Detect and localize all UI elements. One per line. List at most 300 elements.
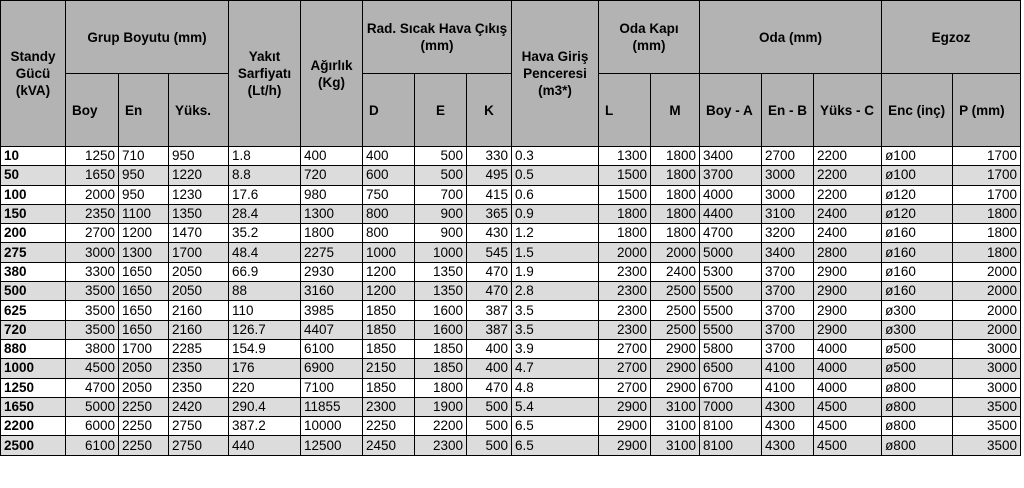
table-cell: 2900	[599, 436, 651, 455]
table-cell: 3000	[953, 378, 1021, 397]
table-cell: 2700	[762, 147, 814, 166]
table-cell: 1200	[363, 262, 415, 281]
table-cell: 0.5	[512, 166, 599, 185]
table-cell: 500	[467, 436, 512, 455]
table-cell: 4300	[762, 436, 814, 455]
row-power-cell: 720	[1, 320, 66, 339]
table-cell: ø800	[882, 397, 953, 416]
table-cell: 1850	[363, 339, 415, 358]
table-cell: 387	[467, 320, 512, 339]
table-cell: 3500	[66, 282, 119, 301]
table-cell: 720	[301, 166, 363, 185]
table-cell: 2275	[301, 243, 363, 262]
table-cell: 2160	[169, 301, 229, 320]
table-cell: 750	[363, 185, 415, 204]
table-cell: 3700	[762, 301, 814, 320]
table-cell: 3500	[953, 436, 1021, 455]
table-cell: 3100	[651, 417, 700, 436]
header-weight: Ağırlık (Kg)	[301, 1, 363, 147]
table-cell: 2750	[169, 436, 229, 455]
table-cell: 900	[415, 204, 467, 223]
table-cell: 8100	[700, 417, 762, 436]
table-cell: 4100	[762, 359, 814, 378]
table-cell: 2000	[651, 243, 700, 262]
table-row	[1, 282, 1021, 301]
table-row	[1, 397, 1021, 416]
table-cell: 2450	[363, 436, 415, 455]
table-cell: 710	[119, 147, 169, 166]
table-cell: 950	[119, 185, 169, 204]
table-cell: 2300	[363, 397, 415, 416]
table-cell: ø800	[882, 378, 953, 397]
table-cell: 1.9	[512, 262, 599, 281]
table-cell: 4.7	[512, 359, 599, 378]
table-cell: 950	[119, 166, 169, 185]
table-cell: 3100	[762, 204, 814, 223]
table-cell: 6000	[66, 417, 119, 436]
table-cell: 6500	[700, 359, 762, 378]
table-cell: 4100	[762, 378, 814, 397]
table-cell: 1850	[415, 339, 467, 358]
subheader-m: M	[651, 74, 700, 147]
table-cell: 3.5	[512, 301, 599, 320]
table-cell: 500	[415, 147, 467, 166]
table-cell: 2500	[651, 282, 700, 301]
table-row	[1, 436, 1021, 455]
table-cell: 6.5	[512, 436, 599, 455]
row-power-cell: 2500	[1, 436, 66, 455]
table-cell: 4500	[66, 359, 119, 378]
row-power-cell: 880	[1, 339, 66, 358]
table-row	[1, 320, 1021, 339]
table-cell: ø160	[882, 262, 953, 281]
table-cell: 495	[467, 166, 512, 185]
table-cell: 176	[229, 359, 301, 378]
table-cell: 2800	[814, 243, 882, 262]
table-cell: 4000	[700, 185, 762, 204]
table-cell: 2350	[169, 378, 229, 397]
table-cell: 387.2	[229, 417, 301, 436]
table-cell: 4700	[66, 378, 119, 397]
table-cell: 0.3	[512, 147, 599, 166]
table-cell: 400	[467, 359, 512, 378]
table-cell: 440	[229, 436, 301, 455]
subheader-room-c: Yüks - C	[814, 74, 882, 147]
table-body	[1, 147, 1021, 456]
table-cell: 2285	[169, 339, 229, 358]
table-cell: 5.4	[512, 397, 599, 416]
row-power-cell: 150	[1, 204, 66, 223]
subheader-exhaust-enc: Enc (inç)	[882, 74, 953, 147]
table-cell: 2250	[119, 417, 169, 436]
row-power-cell: 50	[1, 166, 66, 185]
subheader-k: K	[467, 74, 512, 147]
table-cell: 2300	[599, 320, 651, 339]
table-cell: 1300	[301, 204, 363, 223]
table-cell: 5500	[700, 301, 762, 320]
table-cell: 4500	[814, 417, 882, 436]
table-cell: ø100	[882, 147, 953, 166]
table-cell: 2250	[119, 397, 169, 416]
table-cell: 2700	[599, 339, 651, 358]
table-cell: 5300	[700, 262, 762, 281]
header-room-door: Oda Kapı (mm)	[599, 1, 700, 74]
table-cell: ø500	[882, 339, 953, 358]
table-cell: 35.2	[229, 224, 301, 243]
table-cell: 1200	[119, 224, 169, 243]
table-cell: 2000	[66, 185, 119, 204]
table-cell: 2350	[169, 359, 229, 378]
table-cell: 88	[229, 282, 301, 301]
table-cell: 2750	[169, 417, 229, 436]
table-cell: 2900	[651, 339, 700, 358]
table-cell: 2200	[814, 147, 882, 166]
table-cell: 1230	[169, 185, 229, 204]
table-cell: 1700	[953, 185, 1021, 204]
row-power-cell: 1650	[1, 397, 66, 416]
table-cell: 126.7	[229, 320, 301, 339]
table-cell: 4000	[814, 378, 882, 397]
table-cell: 470	[467, 282, 512, 301]
table-cell: 5000	[700, 243, 762, 262]
table-cell: 7100	[301, 378, 363, 397]
table-cell: 3400	[700, 147, 762, 166]
table-cell: 1000	[363, 243, 415, 262]
table-cell: 1.5	[512, 243, 599, 262]
table-cell: 5000	[66, 397, 119, 416]
table-cell: 2000	[599, 243, 651, 262]
table-cell: 17.6	[229, 185, 301, 204]
table-cell: 12500	[301, 436, 363, 455]
subheader-room-a: Boy - A	[700, 74, 762, 147]
table-cell: 1500	[599, 166, 651, 185]
table-cell: ø300	[882, 301, 953, 320]
table-cell: 66.9	[229, 262, 301, 281]
subheader-exhaust-p: P (mm)	[953, 74, 1021, 147]
table-cell: 700	[415, 185, 467, 204]
table-cell: 1600	[415, 320, 467, 339]
table-cell: 2900	[599, 417, 651, 436]
table-cell: 3.9	[512, 339, 599, 358]
table-cell: 3500	[66, 320, 119, 339]
table-cell: 1250	[66, 147, 119, 166]
table-cell: 4000	[814, 359, 882, 378]
table-cell: 330	[467, 147, 512, 166]
table-cell: 2350	[66, 204, 119, 223]
table-cell: 3500	[66, 301, 119, 320]
table-cell: 3160	[301, 282, 363, 301]
table-cell: 2900	[814, 282, 882, 301]
table-row	[1, 243, 1021, 262]
table-cell: 500	[467, 397, 512, 416]
table-cell: 470	[467, 262, 512, 281]
table-cell: 1800	[651, 185, 700, 204]
table-cell: 2000	[953, 320, 1021, 339]
table-cell: 1220	[169, 166, 229, 185]
table-cell: 400	[301, 147, 363, 166]
table-cell: 3800	[66, 339, 119, 358]
table-cell: 3700	[762, 320, 814, 339]
row-power-cell: 1000	[1, 359, 66, 378]
table-cell: 1800	[651, 224, 700, 243]
subheader-en: En	[119, 74, 169, 147]
table-cell: 1650	[119, 262, 169, 281]
table-cell: 1800	[953, 243, 1021, 262]
table-cell: 3985	[301, 301, 363, 320]
table-cell: 365	[467, 204, 512, 223]
table-cell: 2300	[599, 262, 651, 281]
table-cell: 1800	[953, 224, 1021, 243]
table-cell: 3.5	[512, 320, 599, 339]
table-cell: 3000	[953, 339, 1021, 358]
header-room: Oda (mm)	[700, 1, 882, 74]
table-cell: 2000	[953, 262, 1021, 281]
table-cell: ø800	[882, 417, 953, 436]
table-cell: 1350	[415, 282, 467, 301]
table-cell: 545	[467, 243, 512, 262]
table-cell: 0.9	[512, 204, 599, 223]
row-power-cell: 10	[1, 147, 66, 166]
table-cell: 28.4	[229, 204, 301, 223]
table-row	[1, 378, 1021, 397]
subheader-yuks: Yüks.	[169, 74, 229, 147]
table-cell: 3000	[762, 185, 814, 204]
table-cell: 5800	[700, 339, 762, 358]
header-fuel-consumption: Yakıt Sarfiyatı (Lt/h)	[229, 1, 301, 147]
table-cell: 2000	[953, 282, 1021, 301]
table-cell: 3200	[762, 224, 814, 243]
table-cell: 2400	[651, 262, 700, 281]
table-cell: 8.8	[229, 166, 301, 185]
row-power-cell: 380	[1, 262, 66, 281]
table-cell: 290.4	[229, 397, 301, 416]
header-radiator-hot-air: Rad. Sıcak Hava Çıkış (mm)	[363, 1, 512, 74]
table-cell: 2900	[599, 397, 651, 416]
table-cell: 430	[467, 224, 512, 243]
row-power-cell: 200	[1, 224, 66, 243]
row-power-cell: 500	[1, 282, 66, 301]
table-cell: 4700	[700, 224, 762, 243]
table-cell: 2250	[119, 436, 169, 455]
table-cell: 1.8	[229, 147, 301, 166]
table-cell: ø160	[882, 243, 953, 262]
table-cell: 2420	[169, 397, 229, 416]
table-cell: 600	[363, 166, 415, 185]
table-cell: 220	[229, 378, 301, 397]
table-cell: 10000	[301, 417, 363, 436]
table-row	[1, 417, 1021, 436]
table-cell: 2900	[814, 301, 882, 320]
table-cell: 2300	[599, 301, 651, 320]
table-cell: 6.5	[512, 417, 599, 436]
table-cell: 3700	[762, 339, 814, 358]
table-cell: 2400	[814, 224, 882, 243]
table-cell: 2900	[814, 320, 882, 339]
table-cell: 2050	[119, 359, 169, 378]
table-cell: 1700	[953, 147, 1021, 166]
table-row	[1, 147, 1021, 166]
table-cell: 7000	[700, 397, 762, 416]
table-cell: ø160	[882, 224, 953, 243]
table-cell: 2200	[415, 417, 467, 436]
table-cell: 3700	[762, 282, 814, 301]
table-row	[1, 262, 1021, 281]
table-cell: 6100	[66, 436, 119, 455]
table-cell: 1100	[119, 204, 169, 223]
table-cell: 1300	[119, 243, 169, 262]
table-cell: 1850	[363, 301, 415, 320]
table-cell: 1800	[651, 166, 700, 185]
table-row	[1, 224, 1021, 243]
table-cell: 1800	[953, 204, 1021, 223]
subheader-boy: Boy	[66, 74, 119, 147]
table-cell: 6100	[301, 339, 363, 358]
table-cell: 1200	[363, 282, 415, 301]
table-cell: 3300	[66, 262, 119, 281]
table-cell: 1850	[363, 378, 415, 397]
table-cell: 1650	[119, 320, 169, 339]
table-cell: 4000	[814, 339, 882, 358]
table-cell: 6900	[301, 359, 363, 378]
table-cell: 2900	[651, 378, 700, 397]
table-cell: 1800	[651, 204, 700, 223]
table-cell: 400	[467, 339, 512, 358]
table-cell: 1470	[169, 224, 229, 243]
table-cell: 2150	[363, 359, 415, 378]
row-power-cell: 2200	[1, 417, 66, 436]
table-cell: 950	[169, 147, 229, 166]
table-cell: 5500	[700, 320, 762, 339]
table-cell: ø160	[882, 282, 953, 301]
table-cell: 2300	[415, 436, 467, 455]
table-cell: 2200	[814, 166, 882, 185]
table-cell: 1000	[415, 243, 467, 262]
table-cell: 4.8	[512, 378, 599, 397]
table-cell: 4400	[700, 204, 762, 223]
table-cell: 3100	[651, 397, 700, 416]
table-row	[1, 166, 1021, 185]
table-cell: 470	[467, 378, 512, 397]
table-cell: 1800	[651, 147, 700, 166]
table-row	[1, 301, 1021, 320]
table-cell: 1350	[415, 262, 467, 281]
table-cell: 3500	[953, 397, 1021, 416]
table-cell: 2500	[651, 301, 700, 320]
table-cell: 415	[467, 185, 512, 204]
table-cell: 4300	[762, 397, 814, 416]
table-row	[1, 359, 1021, 378]
table-cell: 2000	[953, 301, 1021, 320]
subheader-room-b: En - B	[762, 74, 814, 147]
table-cell: 2160	[169, 320, 229, 339]
table-cell: 1700	[953, 166, 1021, 185]
table-cell: ø500	[882, 359, 953, 378]
table-cell: 2200	[814, 185, 882, 204]
table-cell: 1600	[415, 301, 467, 320]
header-exhaust: Egzoz	[882, 1, 1021, 74]
table-cell: 1700	[169, 243, 229, 262]
table-cell: 2700	[599, 359, 651, 378]
table-header	[1, 1, 1021, 147]
table-cell: 2.8	[512, 282, 599, 301]
table-cell: 2400	[814, 204, 882, 223]
table-cell: 2050	[169, 282, 229, 301]
table-cell: 3400	[762, 243, 814, 262]
table-cell: ø100	[882, 166, 953, 185]
header-standby-power: Standy Gücü (kVA)	[1, 1, 66, 147]
table-cell: 2300	[599, 282, 651, 301]
table-row	[1, 185, 1021, 204]
table-cell: 110	[229, 301, 301, 320]
table-cell: 4300	[762, 417, 814, 436]
row-power-cell: 625	[1, 301, 66, 320]
table-cell: ø300	[882, 320, 953, 339]
table-cell: 1.2	[512, 224, 599, 243]
header-group-size: Grup Boyutu (mm)	[66, 1, 229, 74]
subheader-l: L	[599, 74, 651, 147]
header-air-intake: Hava Giriş Penceresi (m3*)	[512, 1, 599, 147]
table-cell: 0.6	[512, 185, 599, 204]
table-cell: 2930	[301, 262, 363, 281]
table-cell: 1850	[415, 359, 467, 378]
row-power-cell: 100	[1, 185, 66, 204]
table-cell: 800	[363, 224, 415, 243]
table-cell: ø800	[882, 436, 953, 455]
table-cell: 800	[363, 204, 415, 223]
subheader-d: D	[363, 74, 415, 147]
table-cell: 5500	[700, 282, 762, 301]
table-cell: 387	[467, 301, 512, 320]
table-cell: 980	[301, 185, 363, 204]
table-cell: 11855	[301, 397, 363, 416]
table-cell: 1650	[119, 301, 169, 320]
table-cell: 1900	[415, 397, 467, 416]
table-cell: 3000	[953, 359, 1021, 378]
table-cell: 1350	[169, 204, 229, 223]
table-cell: 3500	[953, 417, 1021, 436]
table-row	[1, 204, 1021, 223]
table-cell: 1800	[599, 224, 651, 243]
table-cell: 48.4	[229, 243, 301, 262]
table-cell: 154.9	[229, 339, 301, 358]
table-cell: 1650	[119, 282, 169, 301]
table-cell: 3700	[700, 166, 762, 185]
table-cell: 500	[467, 417, 512, 436]
table-cell: 6700	[700, 378, 762, 397]
table-cell: 400	[363, 147, 415, 166]
table-cell: 2700	[66, 224, 119, 243]
table-row	[1, 339, 1021, 358]
table-cell: 1300	[599, 147, 651, 166]
table-cell: 2050	[169, 262, 229, 281]
table-cell: 1800	[415, 378, 467, 397]
subheader-e: E	[415, 74, 467, 147]
table-cell: 4500	[814, 397, 882, 416]
table-cell: 2900	[814, 262, 882, 281]
table-cell: 4500	[814, 436, 882, 455]
table-cell: 1800	[301, 224, 363, 243]
table-cell: 8100	[700, 436, 762, 455]
table-cell: 4407	[301, 320, 363, 339]
table-cell: 1850	[363, 320, 415, 339]
table-cell: 500	[415, 166, 467, 185]
table-cell: 1800	[599, 204, 651, 223]
row-power-cell: 1250	[1, 378, 66, 397]
table-cell: 3700	[762, 262, 814, 281]
table-cell: ø120	[882, 204, 953, 223]
row-power-cell: 275	[1, 243, 66, 262]
table-cell: 1650	[66, 166, 119, 185]
